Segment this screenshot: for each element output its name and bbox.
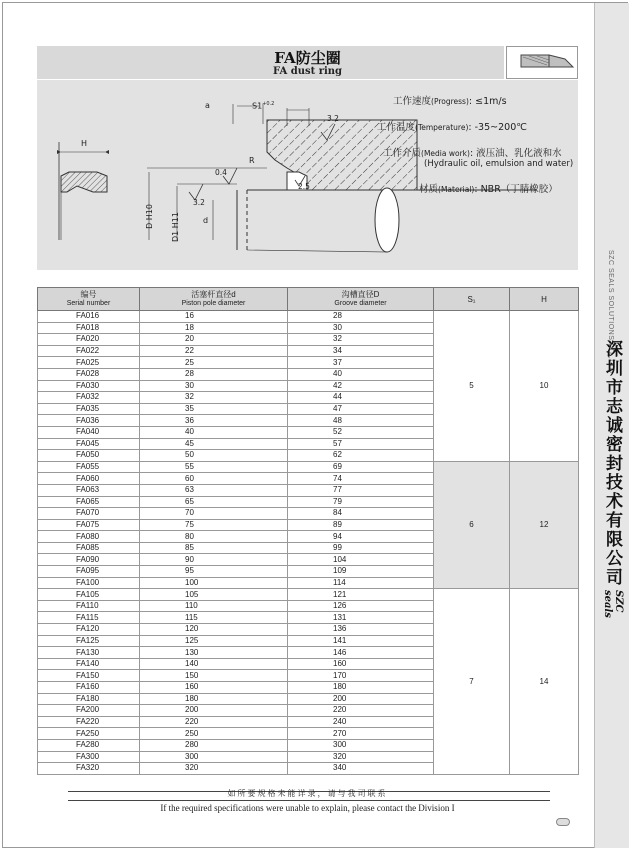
spec-temperature: 工作温度(Temperature): -35~200℃ (377, 122, 527, 133)
cell-serial-number: FA110 (38, 600, 140, 612)
col-s1: S₁ (434, 288, 510, 311)
cell-groove-diameter: 47 (288, 403, 434, 415)
cell-piston-diameter: 60 (140, 473, 288, 485)
cell-serial-number: FA018 (38, 322, 140, 334)
cell-groove-diameter: 94 (288, 531, 434, 543)
ring-profile-left (57, 142, 109, 240)
cell-serial-number: FA300 (38, 751, 140, 763)
cell-serial-number: FA140 (38, 658, 140, 670)
cell-groove-diameter: 48 (288, 415, 434, 427)
cell-piston-diameter: 150 (140, 670, 288, 682)
cell-piston-diameter: 63 (140, 484, 288, 496)
cell-serial-number: FA055 (38, 461, 140, 473)
cell-h-group: 10 (510, 311, 579, 462)
table-body (38, 311, 579, 775)
cell-serial-number: FA035 (38, 403, 140, 415)
finish-0-4-label: 0.4 (215, 168, 227, 177)
cell-serial-number: FA150 (38, 670, 140, 682)
cell-serial-number: FA120 (38, 624, 140, 636)
cell-s1-group: 7 (434, 589, 510, 775)
cell-groove-diameter: 320 (288, 751, 434, 763)
cell-groove-diameter: 114 (288, 577, 434, 589)
footer-note-en: If the required specifications were unable to explain, please contact the Division I (160, 803, 455, 813)
cell-piston-diameter: 70 (140, 508, 288, 520)
cell-piston-diameter: 250 (140, 728, 288, 740)
cell-serial-number: FA075 (38, 519, 140, 531)
seal-profile-icon (507, 47, 577, 78)
spec-media: 工作介质(Media work): 液压油、乳化液和水 (383, 148, 562, 159)
cell-piston-diameter: 320 (140, 763, 288, 775)
cell-piston-diameter: 40 (140, 426, 288, 438)
cell-groove-diameter: 141 (288, 635, 434, 647)
cell-groove-diameter: 220 (288, 705, 434, 717)
cell-piston-diameter: 115 (140, 612, 288, 624)
cell-serial-number: FA200 (38, 705, 140, 717)
cell-piston-diameter: 95 (140, 566, 288, 578)
table-header-row (38, 288, 579, 311)
cell-groove-diameter: 69 (288, 461, 434, 473)
page-subtitle: FA dust ring (272, 66, 343, 77)
cell-piston-diameter: 160 (140, 682, 288, 694)
cell-groove-diameter: 44 (288, 392, 434, 404)
cell-serial-number: FA022 (38, 345, 140, 357)
cell-s1-group: 5 (434, 311, 510, 462)
cell-groove-diameter: 99 (288, 542, 434, 554)
cell-piston-diameter: 50 (140, 450, 288, 462)
cell-piston-diameter: 45 (140, 438, 288, 450)
cell-groove-diameter: 30 (288, 322, 434, 334)
dimension-table (37, 287, 579, 775)
cell-piston-diameter: 85 (140, 542, 288, 554)
cell-groove-diameter: 57 (288, 438, 434, 450)
cell-piston-diameter: 125 (140, 635, 288, 647)
cell-piston-diameter: 75 (140, 519, 288, 531)
cell-serial-number: FA060 (38, 473, 140, 485)
seal-cross-section-drawing (37, 80, 578, 270)
company-name-cn: 深圳市志诚密封技术有限公司 (602, 340, 622, 587)
cell-piston-diameter: 220 (140, 716, 288, 728)
cell-piston-diameter: 20 (140, 334, 288, 346)
cell-groove-diameter: 52 (288, 426, 434, 438)
finish-2-5-label: 2.5 (298, 182, 310, 191)
cell-groove-diameter: 34 (288, 345, 434, 357)
page-title: FA防尘圈 (274, 49, 341, 67)
cell-piston-diameter: 300 (140, 751, 288, 763)
dim-dh10-label: D H10 (145, 204, 154, 229)
col-serial-number: 编号 Serial number (38, 288, 140, 311)
cell-serial-number: FA030 (38, 380, 140, 392)
cell-groove-diameter: 89 (288, 519, 434, 531)
cell-serial-number: FA180 (38, 693, 140, 705)
cell-piston-diameter: 130 (140, 647, 288, 659)
table-row (38, 461, 579, 473)
dim-d-label: d (203, 216, 209, 225)
cell-piston-diameter: 110 (140, 600, 288, 612)
cell-groove-diameter: 240 (288, 716, 434, 728)
cell-groove-diameter: 160 (288, 658, 434, 670)
cell-serial-number: FA016 (38, 311, 140, 323)
cell-groove-diameter: 40 (288, 368, 434, 380)
cell-groove-diameter: 32 (288, 334, 434, 346)
company-name-en: SZC SEALS SOLUTIONS CO.,LTD (607, 250, 614, 374)
cell-serial-number: FA063 (38, 484, 140, 496)
cell-serial-number: FA160 (38, 682, 140, 694)
cell-piston-diameter: 22 (140, 345, 288, 357)
cell-piston-diameter: 120 (140, 624, 288, 636)
cell-piston-diameter: 65 (140, 496, 288, 508)
cell-serial-number: FA220 (38, 716, 140, 728)
cell-groove-diameter: 136 (288, 624, 434, 636)
cell-groove-diameter: 42 (288, 380, 434, 392)
cell-serial-number: FA032 (38, 392, 140, 404)
dim-d1h11-label: D1 H11 (171, 212, 180, 242)
profile-thumbnail (506, 46, 578, 79)
cell-serial-number: FA100 (38, 577, 140, 589)
cell-serial-number: FA045 (38, 438, 140, 450)
cell-piston-diameter: 105 (140, 589, 288, 601)
cell-groove-diameter: 79 (288, 496, 434, 508)
cell-groove-diameter: 37 (288, 357, 434, 369)
cell-serial-number: FA280 (38, 739, 140, 751)
dim-h-label: H (81, 139, 88, 148)
cell-serial-number: FA036 (38, 415, 140, 427)
cell-groove-diameter: 126 (288, 600, 434, 612)
spec-media-en: (Hydraulic oil, emulsion and water) (424, 159, 574, 169)
cell-groove-diameter: 104 (288, 554, 434, 566)
cell-serial-number: FA080 (38, 531, 140, 543)
cell-groove-diameter: 77 (288, 484, 434, 496)
cell-piston-diameter: 280 (140, 739, 288, 751)
cell-piston-diameter: 32 (140, 392, 288, 404)
col-h: H (510, 288, 579, 311)
company-logo: SZC seals (602, 590, 624, 618)
cell-piston-diameter: 55 (140, 461, 288, 473)
technical-diagram-panel (37, 80, 578, 270)
cell-serial-number: FA250 (38, 728, 140, 740)
col-piston-diameter: 活塞杆直径d Piston pole diameter (140, 288, 288, 311)
cell-groove-diameter: 180 (288, 682, 434, 694)
cell-groove-diameter: 121 (288, 589, 434, 601)
cell-groove-diameter: 170 (288, 670, 434, 682)
cell-piston-diameter: 100 (140, 577, 288, 589)
cell-serial-number: FA050 (38, 450, 140, 462)
cell-serial-number: FA025 (38, 357, 140, 369)
cell-groove-diameter: 200 (288, 693, 434, 705)
cell-piston-diameter: 28 (140, 368, 288, 380)
finish-3-2-top: 3.2 (327, 114, 339, 123)
cell-serial-number: FA040 (38, 426, 140, 438)
table-row (38, 311, 579, 323)
cell-groove-diameter: 300 (288, 739, 434, 751)
cell-serial-number: FA085 (38, 542, 140, 554)
spec-material: 材质(Material): NBR（丁腈橡胶） (419, 184, 558, 195)
cell-groove-diameter: 340 (288, 763, 434, 775)
cell-groove-diameter: 74 (288, 473, 434, 485)
cell-piston-diameter: 200 (140, 705, 288, 717)
cell-serial-number: FA130 (38, 647, 140, 659)
cell-piston-diameter: 90 (140, 554, 288, 566)
cell-groove-diameter: 146 (288, 647, 434, 659)
dim-a-label: a (205, 101, 210, 110)
cell-serial-number: FA125 (38, 635, 140, 647)
col-groove-diameter: 沟槽直径D Groove diameter (288, 288, 434, 311)
cell-piston-diameter: 180 (140, 693, 288, 705)
cell-serial-number: FA070 (38, 508, 140, 520)
cell-groove-diameter: 270 (288, 728, 434, 740)
cell-piston-diameter: 36 (140, 415, 288, 427)
radius-r-label: R (249, 156, 255, 165)
cell-piston-diameter: 30 (140, 380, 288, 392)
rod-end-ellipse (375, 188, 399, 252)
spec-progress: 工作速度(Progress): ≤1m/s (393, 96, 507, 107)
cell-piston-diameter: 18 (140, 322, 288, 334)
cell-groove-diameter: 84 (288, 508, 434, 520)
footer-rule-bottom (68, 800, 550, 801)
punch-hole-bottom (556, 818, 570, 826)
cell-groove-diameter: 109 (288, 566, 434, 578)
cell-piston-diameter: 16 (140, 311, 288, 323)
cell-serial-number: FA065 (38, 496, 140, 508)
cell-h-group: 12 (510, 461, 579, 589)
cell-piston-diameter: 140 (140, 658, 288, 670)
cell-groove-diameter: 28 (288, 311, 434, 323)
cell-serial-number: FA115 (38, 612, 140, 624)
cell-serial-number: FA090 (38, 554, 140, 566)
dim-s1-label: $S1^{+0.2}$ (252, 101, 275, 111)
cell-h-group: 14 (510, 589, 579, 775)
table-row (38, 589, 579, 601)
cell-s1-group: 6 (434, 461, 510, 589)
cell-serial-number: FA028 (38, 368, 140, 380)
cell-groove-diameter: 62 (288, 450, 434, 462)
finish-3-2-bottom: 3.2 (193, 198, 205, 207)
cell-piston-diameter: 25 (140, 357, 288, 369)
cell-groove-diameter: 131 (288, 612, 434, 624)
footer-note-cn: 如所要规格未能详录，请与我司联系 (227, 789, 388, 798)
cell-serial-number: FA105 (38, 589, 140, 601)
cell-piston-diameter: 35 (140, 403, 288, 415)
cell-serial-number: FA020 (38, 334, 140, 346)
cell-piston-diameter: 80 (140, 531, 288, 543)
cell-serial-number: FA320 (38, 763, 140, 775)
cell-serial-number: FA095 (38, 566, 140, 578)
